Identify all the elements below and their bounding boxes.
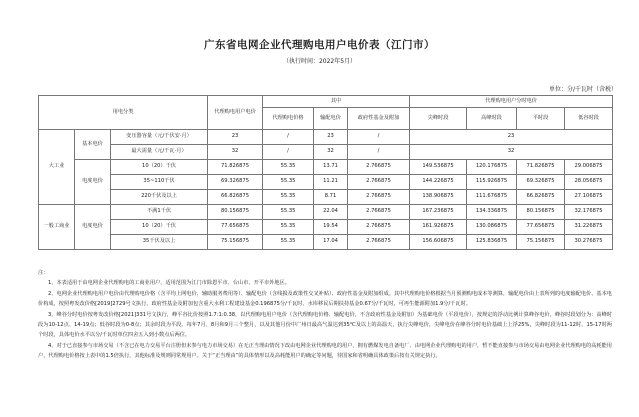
table-row <box>39 220 613 235</box>
row-label: 10（20）千伏 <box>111 160 208 175</box>
header-flat: 平时段 <box>517 108 565 130</box>
note-2: 2、电网企业代理购电用户电价由代理购电价格（含平均上网电价、辅助服务费用等）、输配电价（含线损及政策性交叉补贴）、政府性基金及附加组成。其中代理购电价格根据当月预测购电成本等测算，输配电价由上表所列的电度输配电价、基本电价构成，按照粤发改价格[2019]2729号文执行，政府性基金及附加包含重大水利工程建设基金0.196875分/千瓦时、水库移民后期扶持基金0.67分/千瓦时，可再生能源附加1.9分/千瓦时。 <box>38 290 612 308</box>
cell-transmission: 17.04 <box>314 235 348 250</box>
cell-agency: 32 <box>208 145 263 160</box>
cell-gov-fund: / <box>348 145 410 160</box>
cell-high: 134.336875 <box>467 205 517 220</box>
row-label: 35千伏及以上 <box>111 235 208 250</box>
cell-high: 115.926875 <box>467 175 517 190</box>
cell-agency: 71.826875 <box>208 160 263 175</box>
cell-gov-fund: 2.766875 <box>348 190 410 205</box>
cell-valley: 29.006875 <box>565 160 613 175</box>
header-category: 用电分类 <box>39 96 208 130</box>
cell-transmission: 8.71 <box>314 190 348 205</box>
header-row <box>39 96 613 108</box>
note-1: 1、本表适用于由电网企业代理购电的工商业用户，适用范围为江门市除恩平市、台山市、开平市外地区。 <box>48 280 290 287</box>
cell-high: 130.086875 <box>467 220 517 235</box>
cell-valley: 27.106875 <box>565 190 613 205</box>
cell-flat: 75.156875 <box>517 235 565 250</box>
cell-agency: 75.156875 <box>208 235 263 250</box>
header-peak: 尖峰时段 <box>410 108 467 130</box>
cell-peak: 167.236875 <box>410 205 467 220</box>
cell-valley: 28.056875 <box>565 175 613 190</box>
row-label: 最大需量（元/千瓦·月） <box>111 145 208 160</box>
cell-high: 120.176875 <box>467 160 517 175</box>
header-gov-fund: 政府性基金及附加 <box>348 108 410 130</box>
cell-valley: 30.276875 <box>565 235 613 250</box>
cell-transmission: 11.21 <box>314 175 348 190</box>
cell-purchase: 55.35 <box>263 190 314 205</box>
header-agency-price: 代理购电用户电价 <box>208 96 263 130</box>
cell-flat: 77.656875 <box>517 220 565 235</box>
cell-purchase: 55.35 <box>263 205 314 220</box>
cell-valley: 31.226875 <box>565 220 613 235</box>
note-heading: 注： <box>38 270 49 276</box>
cell-gov-fund: 2.766875 <box>348 175 410 190</box>
header-transmission-price: 输配电价 <box>314 108 348 130</box>
cell-agency: 69.326875 <box>208 175 263 190</box>
cell-purchase: 55.35 <box>263 235 314 250</box>
cell-flat: 66.826875 <box>517 190 565 205</box>
price-table <box>38 95 613 250</box>
cell-gov-fund: 2.766875 <box>348 160 410 175</box>
page-title: 广东省电网企业代理购电用户电价表（江门市） <box>204 39 435 51</box>
group-large-industry: 大工业 <box>39 130 75 205</box>
cell-gov-fund: / <box>348 130 410 145</box>
table-row <box>39 160 613 175</box>
row-label: 不满1千伏 <box>111 205 208 220</box>
cell-transmission: 22.04 <box>314 205 348 220</box>
cell-peak: 156.606875 <box>410 235 467 250</box>
row-label: 变压器容量（元/千伏安·月） <box>111 130 208 145</box>
header-tou-group: 代理购电用户分时电价 <box>410 96 613 108</box>
table-row <box>39 190 613 205</box>
row-label: 10（20）千伏 <box>111 220 208 235</box>
cell-tou-merged: 23 <box>410 130 613 145</box>
cell-purchase: 55.35 <box>263 220 314 235</box>
cell-agency: 23 <box>208 130 263 145</box>
cell-peak: 138.906875 <box>410 190 467 205</box>
header-purchase-price: 代理购电价格 <box>263 108 314 130</box>
subgroup-energy-price: 电度电价 <box>75 205 111 250</box>
cell-transmission: 23 <box>314 130 348 145</box>
group-general-commercial: 一般工商业 <box>39 205 75 250</box>
cell-purchase: / <box>263 145 314 160</box>
cell-agency: 66.826875 <box>208 190 263 205</box>
row-label: 35~110千伏 <box>111 175 208 190</box>
cell-gov-fund: 2.766875 <box>348 235 410 250</box>
cell-valley: 32.176875 <box>565 205 613 220</box>
unit-label: 单位：分/千瓦时（含税） <box>548 86 617 93</box>
cell-agency: 80.156875 <box>208 205 263 220</box>
table-row <box>39 235 613 250</box>
table-row <box>39 130 613 145</box>
row-label: 220千伏及以上 <box>111 190 208 205</box>
subgroup-energy-price: 电度电价 <box>75 160 111 205</box>
note-4: 4、对于已直接参与市场交易（不含已在电力交易平台注册但未参与电力市场交易）在无正当理由情况下改由电网企业代理购电的用户，拥有燃煤发电自备电厂、由电网企业代理购电的用户，暂不能直接参与市场交易由电网企业代理购电的高耗能用户，代理购电价格按上表中的1.5倍执行，其他标准及规则同常规用户。关于“正当理由”的具体情形以及高耗能用户的确定等问题，待国家和省明确具体政策后按有关规定执行。 <box>38 342 612 360</box>
cell-tou-merged: 32 <box>410 145 613 160</box>
header-high: 高峰时段 <box>467 108 517 130</box>
cell-high: 125.836875 <box>467 235 517 250</box>
cell-flat: 80.156875 <box>517 205 565 220</box>
cell-gov-fund: 2.766875 <box>348 220 410 235</box>
table-row <box>39 205 613 220</box>
exec-time: （执行时间：2022年5月） <box>282 58 357 65</box>
cell-high: 111.676875 <box>467 190 517 205</box>
cell-agency: 77.656875 <box>208 220 263 235</box>
notes-section <box>38 268 612 362</box>
cell-purchase: 55.35 <box>263 175 314 190</box>
table-row <box>39 175 613 190</box>
cell-peak: 149.536875 <box>410 160 467 175</box>
cell-transmission: 13.71 <box>314 160 348 175</box>
cell-flat: 71.826875 <box>517 160 565 175</box>
cell-flat: 69.326875 <box>517 175 565 190</box>
cell-transmission: 19.54 <box>314 220 348 235</box>
table-row <box>39 145 613 160</box>
cell-purchase: / <box>263 130 314 145</box>
subgroup-basic-price: 基本电价 <box>75 130 111 160</box>
header-among: 其中 <box>263 96 410 108</box>
note-3: 3、峰谷分时电价按粤发改价格[2021]331号文执行，峰平谷比价按照1.7:1:0.38，以代理购电用户电价（含代理购电价格、输配电价，不含政府性基金及附加）为基础电价（平段电价），按规定的浮动比例计算峰谷电价，峰谷时段划分为：高峰时段为10-12点、14-19点；低谷时段为0-8点；其余时段为平段。每年7月、8月和9月三个整月，以及其他月份中广州日最高气温达到35℃及以上的高温天，执行尖峰电价，尖峰电价在峰谷分时电价基础上上浮25%，尖峰时段为11-12时、15-17时两个时段，具体电价水平以分/千瓦时单位四舍五入到小数点后两位。 <box>38 311 612 339</box>
cell-transmission: 32 <box>314 145 348 160</box>
cell-peak: 161.926875 <box>410 220 467 235</box>
header-valley: 低谷时段 <box>565 108 613 130</box>
cell-purchase: 55.35 <box>263 160 314 175</box>
cell-gov-fund: 2.766875 <box>348 205 410 220</box>
cell-peak: 144.226875 <box>410 175 467 190</box>
